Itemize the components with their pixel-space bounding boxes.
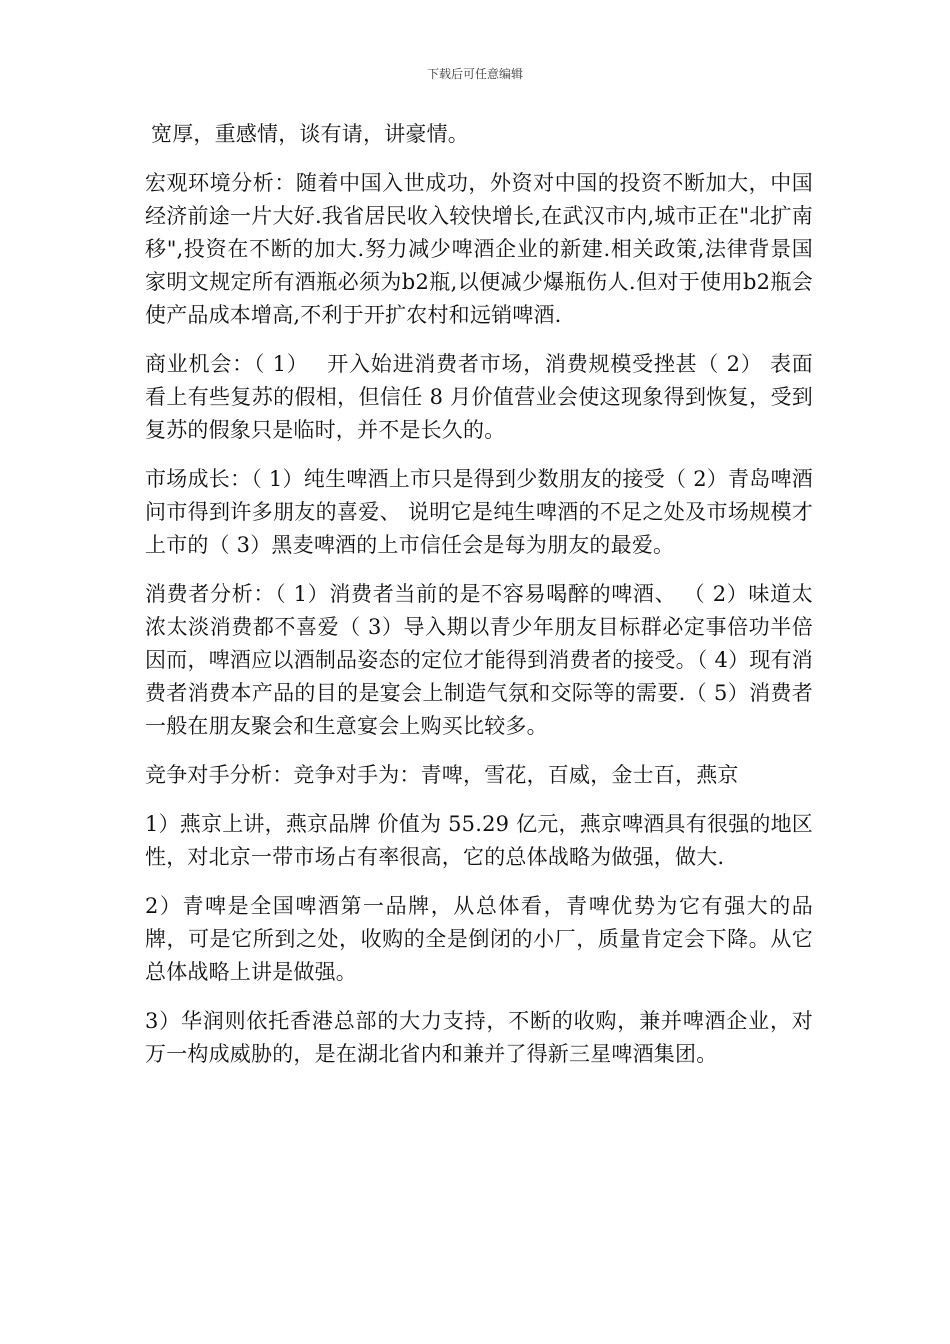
paragraph-intro: 宽厚，重感情，谈有请，讲豪情。	[151, 122, 469, 146]
paragraph-market-growth: 市场成长：（ 1）纯生啤酒上市只是得到少数朋友的接受（ 2）青岛啤酒问市得到许多朋友的喜爱、 说明它是纯生啤酒的不足之处及市场规模才上市的（ 3）黑麦啤酒的上市信任会是每为朋友的最爱。	[145, 467, 813, 557]
paragraph-macro-environment: 宏观环境分析：随着中国入世成功，外资对中国的投资不断加大，中国经济前途一片大好.我省居民收入较快增长,在武汉市内,城市正在"北扩南移",投资在不断的加大.努力减少啤酒企业的新建.相关政策,法律背景国家明文规定所有酒瓶必须为b2瓶,以便减少爆瓶伤人.但对于使用b2瓶会使产品成本增高,不利于开扩农村和远销啤酒.	[145, 171, 813, 327]
paragraph-consumer-analysis: 消费者分析：（ 1）消费者当前的是不容易喝醉的啤酒、 （ 2）味道太浓太淡消费都不喜爱（ 3）导入期以青少年朋友目标群必定事倍功半倍因而，啤酒应以酒制品姿态的定位才能得到消费者的接受。（ 4）现有消费者消费本产品的目的是宴会上制造气氛和交际等的需要.（ 5）消费者一般在朋友聚会和生意宴会上购买比较多。	[145, 582, 813, 738]
paragraph-business-opportunity: 商业机会：（ 1） 开入始进消费者市场，消费规模受挫甚（ 2） 表面看上有些复苏的假相，但信任 8 月价值营业会使这现象得到恢复，受到复苏的假象只是临时，并不是长久的。	[145, 352, 813, 442]
paragraph-competitor-tsingtao: 2）青啤是全国啤酒第一品牌，从总体看，青啤优势为它有强大的品牌，可是它所到之处，收购的全是倒闭的小厂，质量肯定会下降。从它总体战略上讲是做强。	[145, 894, 813, 984]
paragraph-competitor-huarun: 3）华润则依托香港总部的大力支持，不断的收购，兼并啤酒企业，对万一构成威胁的，是在湖北省内和兼并了得新三星啤酒集团。	[145, 1009, 813, 1066]
page-header: 下载后可任意编辑	[426, 67, 523, 81]
document-body	[145, 118, 813, 1087]
paragraph-competitor-yanjing: 1）燕京上讲，燕京品牌 价值为 55.29 亿元，燕京啤酒具有很强的地区性，对北京一带市场占有率很高，它的总体战略为做强，做大.	[145, 812, 813, 869]
paragraph-competitor-analysis: 竞争对手分析：竞争对手为：青啤，雪花，百威，金士百，燕京	[145, 763, 739, 787]
